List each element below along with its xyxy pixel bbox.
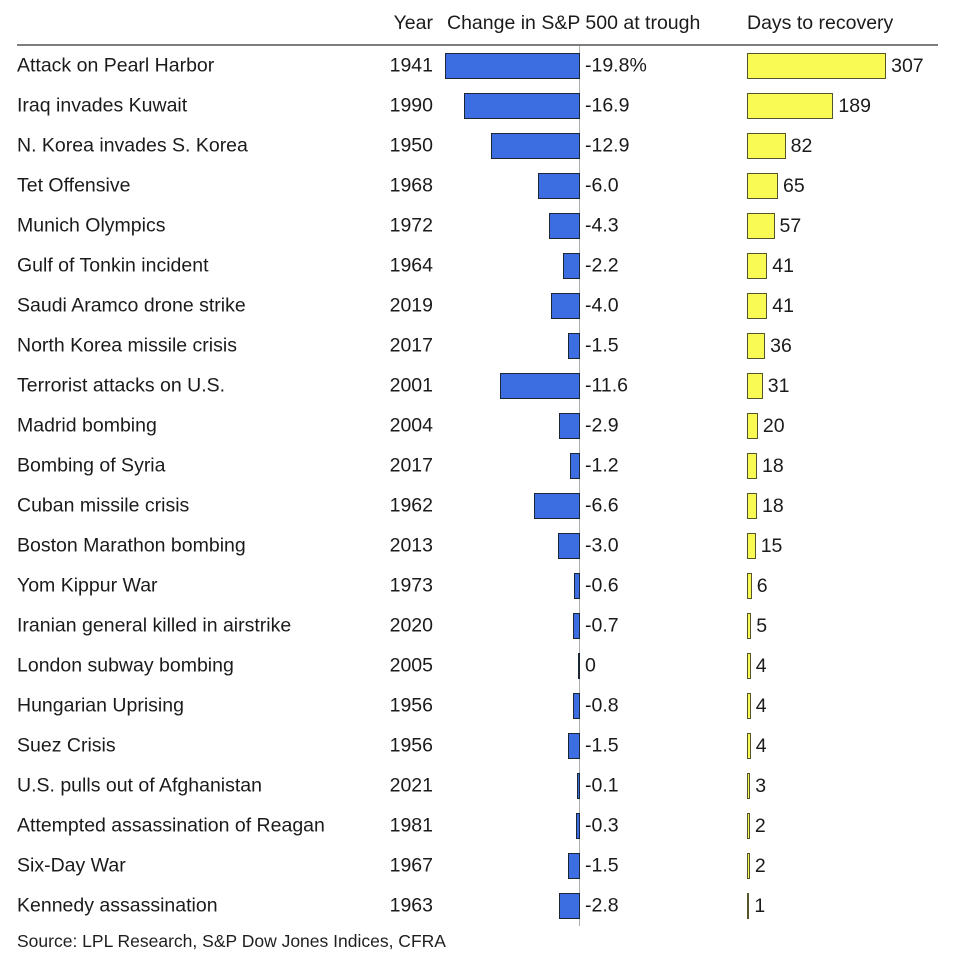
change-bar: [568, 853, 580, 879]
change-value-label: -1.5: [585, 734, 619, 757]
column-header-change: Change in S&P 500 at trough: [447, 12, 701, 34]
recovery-value-label: 4: [755, 734, 767, 757]
recovery-bar-group: [747, 526, 782, 566]
table-row: [0, 126, 955, 166]
recovery-value-label: 65: [783, 174, 805, 197]
event-label: Madrid bombing: [17, 414, 157, 437]
event-label: Tet Offensive: [17, 174, 131, 197]
change-value-label: -12.9: [585, 134, 630, 157]
recovery-bar-group: [747, 886, 765, 926]
change-value-label: -0.7: [585, 614, 619, 637]
recovery-bar-group: [747, 726, 767, 766]
change-bar: [574, 573, 580, 599]
recovery-bar-group: [747, 806, 766, 846]
change-value-label: -19.8%: [585, 54, 647, 77]
year-label: 2005: [389, 654, 433, 677]
table-row: [0, 806, 955, 846]
recovery-bar-group: [747, 406, 785, 446]
recovery-value-label: 57: [779, 214, 802, 237]
recovery-value-label: 189: [838, 94, 871, 117]
recovery-value-label: 1: [754, 894, 766, 917]
event-label: Yom Kippur War: [17, 574, 158, 597]
recovery-bar-group: [747, 206, 801, 246]
change-bar: [568, 333, 580, 359]
table-row: [0, 886, 955, 926]
change-value-label: -1.2: [585, 454, 619, 477]
table-row: [0, 486, 955, 526]
event-label: Kennedy assassination: [17, 894, 218, 917]
change-value-label: -0.8: [585, 694, 619, 717]
change-value-label: -0.3: [585, 814, 619, 837]
event-label: Boston Marathon bombing: [17, 534, 246, 557]
change-bar: [558, 533, 580, 559]
change-bar: [576, 813, 580, 839]
event-label: Iraq invades Kuwait: [17, 94, 188, 117]
table-row: [0, 166, 955, 206]
recovery-bar: [747, 613, 751, 639]
change-bar: [549, 213, 580, 239]
recovery-value-label: 4: [755, 654, 767, 677]
recovery-bar-group: [747, 486, 784, 526]
table-row: [0, 566, 955, 606]
table-row: [0, 846, 955, 886]
recovery-bar: [747, 653, 751, 679]
change-bar: [534, 493, 580, 519]
change-value-label: -0.1: [585, 774, 619, 797]
event-label: London subway bombing: [17, 654, 234, 677]
recovery-value-label: 18: [762, 454, 784, 477]
change-bar: [563, 253, 580, 279]
recovery-bar-group: [747, 446, 784, 486]
year-label: 2017: [389, 334, 433, 357]
recovery-bar: [747, 773, 750, 799]
year-label: 1972: [389, 214, 433, 237]
recovery-bar-group: [747, 566, 768, 606]
source-note: Source: LPL Research, S&P Dow Jones Indices, CFRA: [17, 931, 446, 951]
year-label: 2001: [389, 374, 433, 397]
event-label: Cuban missile crisis: [17, 494, 190, 517]
year-label: 2021: [389, 774, 433, 797]
recovery-value-label: 82: [790, 134, 813, 157]
table-row: [0, 686, 955, 726]
recovery-bar: [747, 733, 751, 759]
change-value-label: -4.3: [585, 214, 619, 237]
change-bar: [551, 293, 580, 319]
table-row: [0, 246, 955, 286]
column-header-year: Year: [393, 12, 433, 34]
year-label: 2004: [389, 414, 433, 437]
recovery-bar: [747, 373, 763, 399]
event-label: Hungarian Uprising: [17, 694, 184, 717]
table-row: [0, 86, 955, 126]
recovery-bar: [747, 893, 749, 919]
recovery-value-label: 41: [772, 254, 794, 277]
event-label: U.S. pulls out of Afghanistan: [17, 774, 262, 797]
recovery-value-label: 4: [755, 694, 767, 717]
change-value-label: -11.6: [585, 374, 628, 397]
year-label: 1956: [389, 694, 433, 717]
event-label: Six-Day War: [17, 854, 126, 877]
event-label: Munich Olympics: [17, 214, 166, 237]
change-value-label: 0: [585, 654, 596, 677]
change-value-label: -1.5: [585, 334, 619, 357]
recovery-value-label: 2: [754, 854, 766, 877]
recovery-bar-group: [747, 86, 871, 126]
recovery-bar: [747, 573, 752, 599]
recovery-bar-group: [747, 846, 766, 886]
change-bar: [568, 733, 580, 759]
recovery-value-label: 3: [755, 774, 767, 797]
recovery-value-label: 41: [772, 294, 794, 317]
chart-rows: [0, 46, 955, 926]
change-value-label: -4.0: [585, 294, 619, 317]
recovery-value-label: 15: [760, 534, 783, 557]
change-bar: [573, 693, 580, 719]
event-label: North Korea missile crisis: [17, 334, 237, 357]
recovery-value-label: 5: [756, 614, 768, 637]
table-row: [0, 206, 955, 246]
event-label: Terrorist attacks on U.S.: [17, 374, 226, 397]
change-bar: [577, 773, 580, 799]
year-label: 1950: [389, 134, 433, 157]
table-row: [0, 766, 955, 806]
table-row: [0, 406, 955, 446]
recovery-bar-group: [747, 166, 805, 206]
recovery-value-label: 2: [754, 814, 766, 837]
event-label: Saudi Aramco drone strike: [17, 294, 246, 317]
year-label: 2017: [389, 454, 433, 477]
change-bar: [578, 653, 580, 679]
recovery-bar: [747, 493, 757, 519]
change-bar: [500, 373, 580, 399]
change-bar: [559, 413, 581, 439]
year-label: 1956: [389, 734, 433, 757]
year-label: 2020: [389, 614, 433, 637]
table-row: [0, 326, 955, 366]
recovery-bar: [747, 533, 756, 559]
recovery-value-label: 307: [891, 54, 924, 77]
recovery-bar: [747, 253, 767, 279]
event-label: Gulf of Tonkin incident: [17, 254, 209, 277]
change-value-label: -6.0: [585, 174, 619, 197]
change-value-label: -3.0: [585, 534, 619, 557]
recovery-bar-group: [747, 686, 767, 726]
recovery-bar: [747, 413, 758, 439]
event-label: Attack on Pearl Harbor: [17, 54, 215, 77]
column-header-days: Days to recovery: [747, 12, 894, 34]
year-label: 1973: [389, 574, 433, 597]
year-label: 2013: [389, 534, 433, 557]
recovery-value-label: 36: [770, 334, 792, 357]
event-label: N. Korea invades S. Korea: [17, 134, 248, 157]
change-value-label: -2.9: [585, 414, 619, 437]
table-row: [0, 646, 955, 686]
change-bar: [445, 53, 580, 79]
recovery-bar: [747, 853, 750, 879]
recovery-value-label: 20: [762, 414, 785, 437]
table-row: [0, 286, 955, 326]
year-label: 1990: [389, 94, 433, 117]
event-label: Bombing of Syria: [17, 454, 166, 477]
year-label: 1964: [389, 254, 433, 277]
change-value-label: -6.6: [585, 494, 619, 517]
recovery-bar: [747, 813, 750, 839]
event-label: Iranian general killed in airstrike: [17, 614, 292, 637]
recovery-bar: [747, 133, 786, 159]
year-label: 2019: [389, 294, 433, 317]
event-label: Suez Crisis: [17, 734, 116, 757]
recovery-bar-group: [747, 606, 767, 646]
recovery-bar: [747, 213, 775, 239]
table-row: [0, 726, 955, 766]
change-bar: [491, 133, 580, 159]
recovery-bar: [747, 173, 778, 199]
year-label: 1963: [389, 894, 433, 917]
recovery-bar-group: [747, 126, 812, 166]
year-label: 1941: [389, 54, 433, 77]
change-bar: [464, 93, 580, 119]
change-bar: [573, 613, 580, 639]
recovery-bar-group: [747, 286, 794, 326]
change-value-label: -1.5: [585, 854, 619, 877]
year-label: 1968: [389, 174, 433, 197]
recovery-value-label: 6: [756, 574, 768, 597]
recovery-bar: [747, 53, 886, 79]
table-row: [0, 46, 955, 86]
recovery-bar: [747, 333, 765, 359]
year-label: 1967: [389, 854, 433, 877]
change-value-label: -2.8: [585, 894, 619, 917]
table-row: [0, 366, 955, 406]
recovery-bar-group: [747, 766, 766, 806]
table-row: [0, 606, 955, 646]
recovery-value-label: 31: [767, 374, 790, 397]
recovery-bar-group: [747, 646, 767, 686]
change-bar: [559, 893, 580, 919]
change-value-label: -2.2: [585, 254, 619, 277]
recovery-bar: [747, 453, 757, 479]
change-bar: [570, 453, 580, 479]
table-row: [0, 446, 955, 486]
table-row: [0, 526, 955, 566]
event-label: Attempted assassination of Reagan: [17, 814, 325, 837]
recovery-bar: [747, 93, 833, 119]
recovery-bar-group: [747, 326, 792, 366]
year-label: 1962: [389, 494, 433, 517]
recovery-bar-group: [747, 46, 924, 86]
recovery-bar-group: [747, 246, 794, 286]
change-value-label: -0.6: [585, 574, 619, 597]
year-label: 1981: [389, 814, 433, 837]
recovery-bar: [747, 293, 767, 319]
recovery-value-label: 18: [762, 494, 784, 517]
recovery-bar: [747, 693, 751, 719]
change-value-label: -16.9: [585, 94, 630, 117]
change-bar: [538, 173, 580, 199]
recovery-bar-group: [747, 366, 790, 406]
